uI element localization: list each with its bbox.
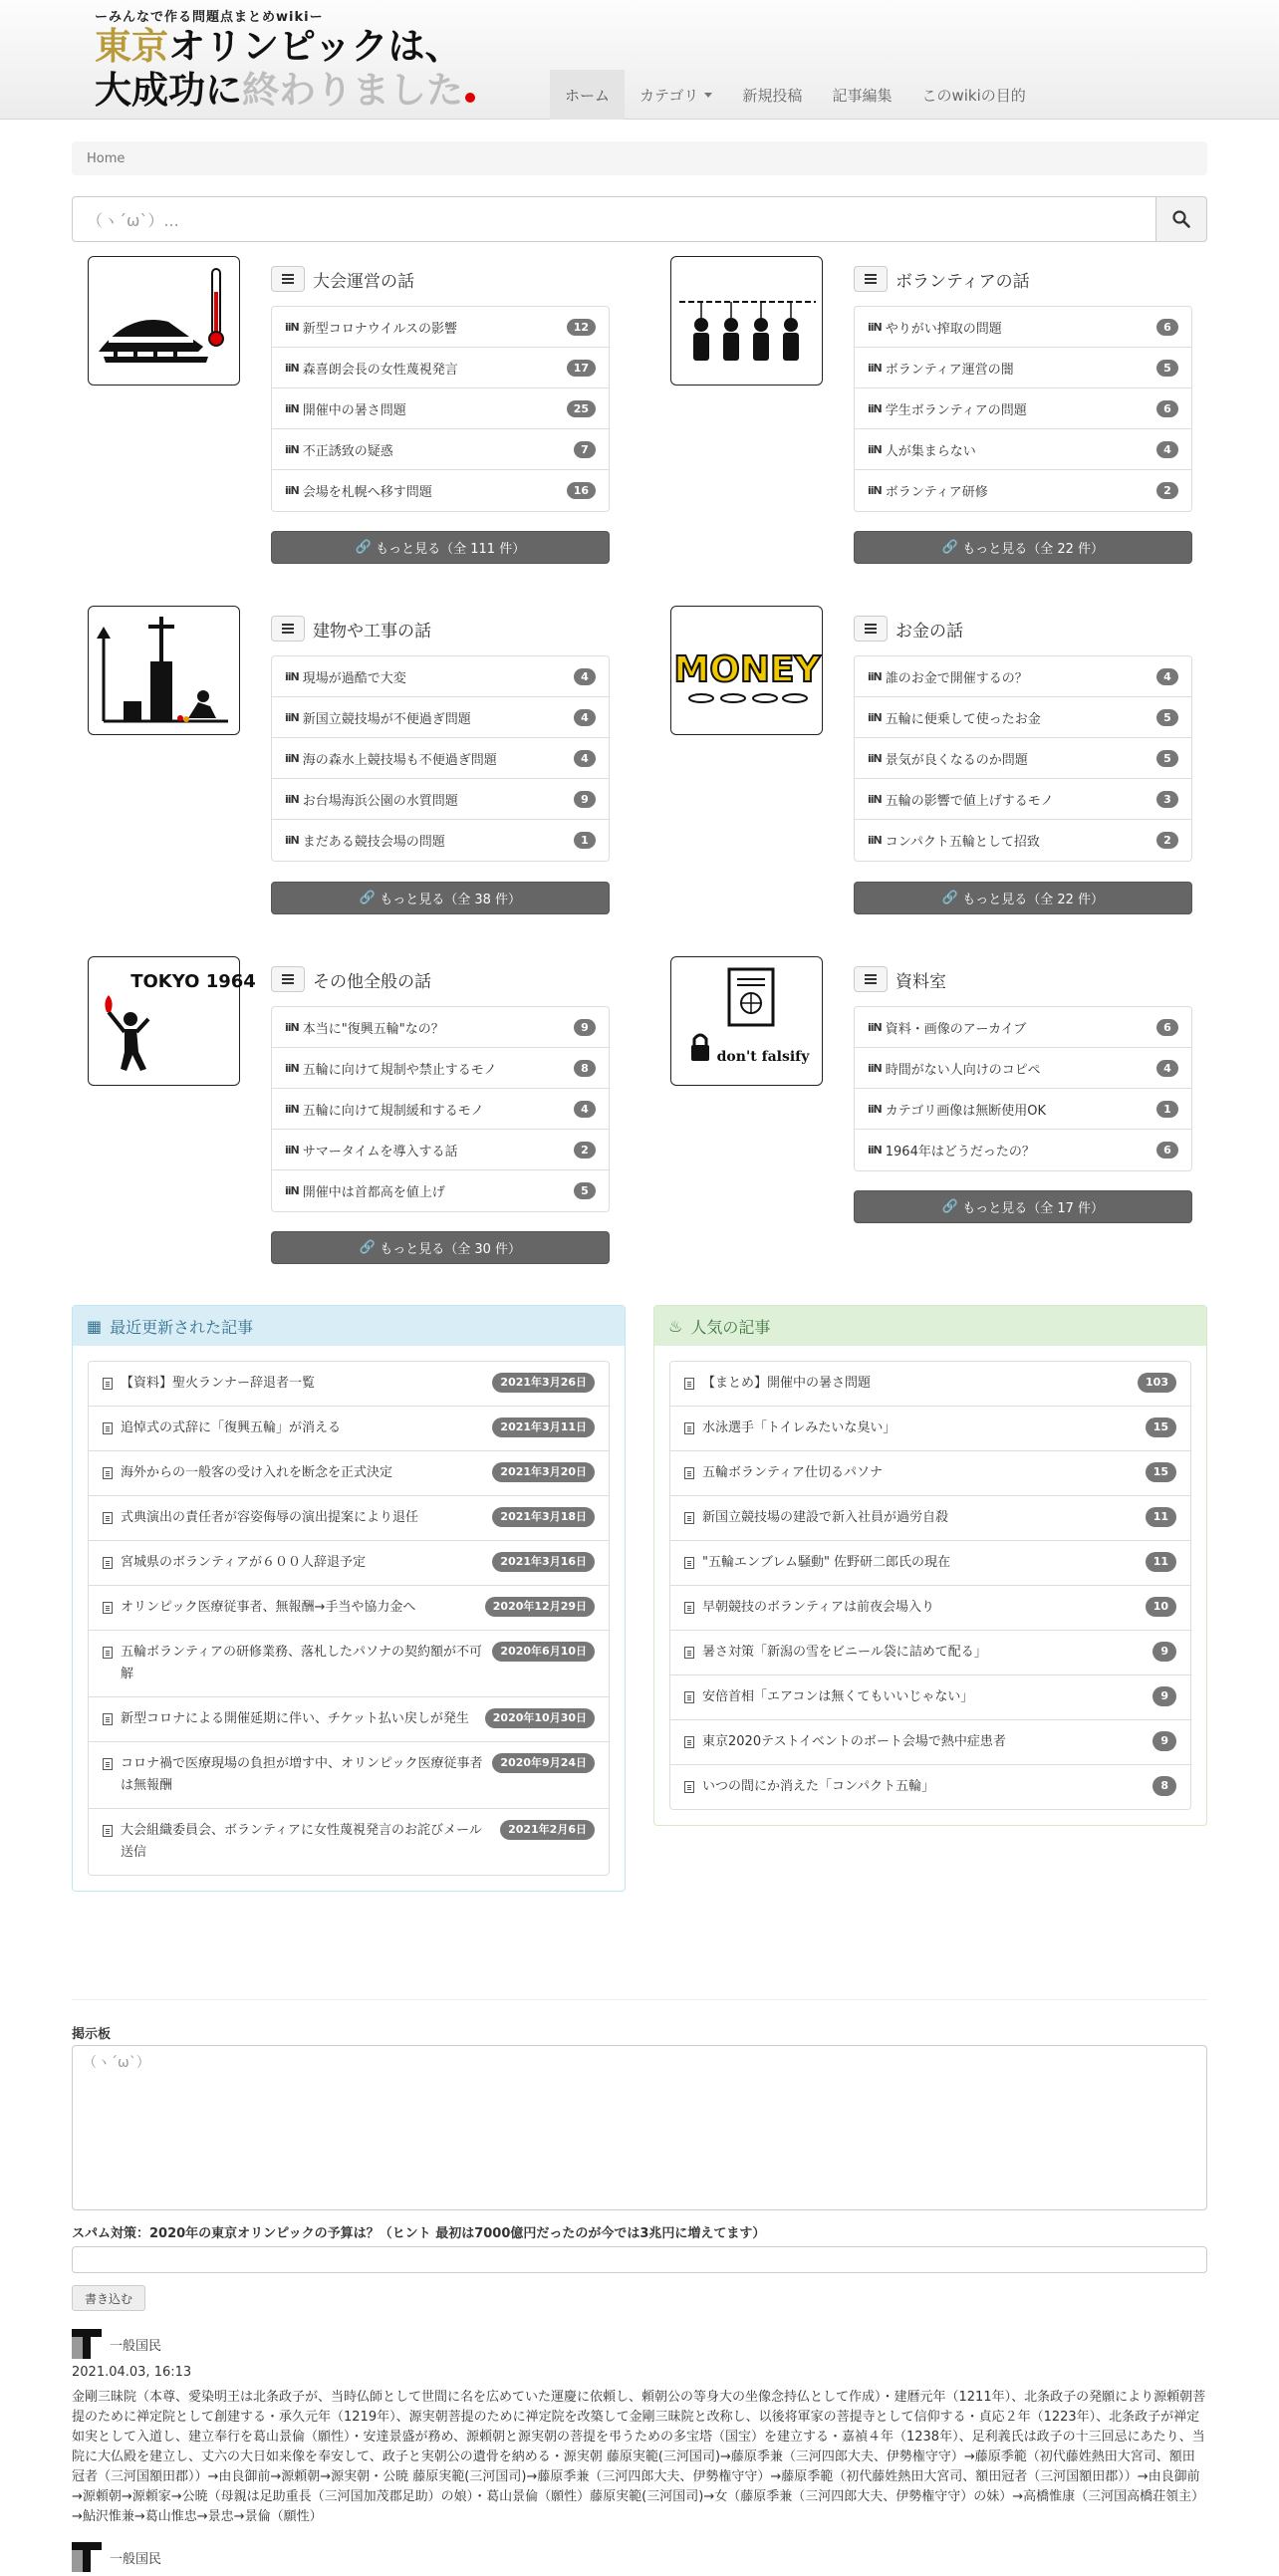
count-badge: 2 — [574, 1142, 596, 1159]
document-icon — [684, 1378, 694, 1390]
post-author: 一般国民 — [72, 2329, 161, 2359]
list-icon[interactable] — [271, 266, 305, 292]
list-item[interactable]: iiN 時間がない人向けのコピペ 4 — [855, 1048, 1191, 1089]
wiki-icon: iiN — [285, 669, 299, 683]
date-badge: 2021年3月18日 — [492, 1507, 595, 1527]
category-title[interactable]: 大会運営の話 — [313, 271, 414, 292]
count-badge: 6 — [1156, 1019, 1178, 1036]
document-icon — [684, 1602, 694, 1614]
list-item[interactable]: 新国立競技場の建設で新入社員が過労自殺 11 — [670, 1496, 1190, 1541]
list-item[interactable]: iiN 会場を札幌へ移す問題 16 — [272, 470, 609, 511]
panel-header: ▦ 最近更新された記事 — [73, 1306, 625, 1346]
count-badge: 8 — [574, 1060, 596, 1077]
bbs-textarea[interactable]: （ヽ´ω`） — [72, 2045, 1207, 2210]
wiki-icon: iiN — [285, 1020, 299, 1034]
list-item[interactable]: 五輪ボランティアの研修業務、落札したパソナの契約額が不可解 2020年6月10日 — [89, 1631, 609, 1697]
wiki-icon: iiN — [285, 751, 299, 765]
wiki-icon: iiN — [868, 792, 882, 806]
count-badge: 11 — [1146, 1552, 1176, 1572]
breadcrumb-home[interactable]: Home — [87, 150, 126, 166]
user-avatar-icon — [72, 2329, 102, 2359]
category-header — [271, 616, 431, 642]
category-other — [72, 956, 630, 1285]
category-header — [854, 616, 963, 642]
spam-answer-input[interactable] — [72, 2246, 1207, 2273]
list-item[interactable]: 東京2020テストイベントのボート会場で熱中症患者 9 — [670, 1720, 1190, 1765]
category-title[interactable]: 資料室 — [895, 971, 946, 992]
recent-list — [88, 1361, 610, 1876]
category-volunteer — [654, 256, 1212, 585]
fire-icon: ♨ — [668, 1316, 683, 1336]
category-construction — [72, 606, 630, 934]
list-item[interactable]: iiN 本当に"復興五輪"なの？ 9 — [272, 1007, 609, 1048]
list-item[interactable]: iiN 人が集まらない 4 — [855, 429, 1191, 470]
count-badge: 6 — [1156, 319, 1178, 336]
list-item[interactable]: iiN 開催中は首都高を値上げ 5 — [272, 1170, 609, 1211]
link-icon: 🔗 — [359, 1240, 377, 1255]
link-icon: 🔗 — [941, 1199, 959, 1214]
date-badge: 2021年2月6日 — [500, 1820, 595, 1840]
wiki-icon: iiN — [285, 834, 299, 847]
list-item[interactable]: iiN 景気が良くなるのか問題 5 — [855, 738, 1191, 779]
list-item[interactable]: iiN 新国立競技場が不便過ぎ問題 4 — [272, 697, 609, 738]
list-item[interactable]: 暑さ対策「新潟の雪をビニール袋に詰めて配る」 9 — [670, 1631, 1190, 1675]
count-badge: 9 — [574, 1019, 596, 1036]
list-item[interactable]: オリンピック医療従事者、無報酬→手当や協力金へ 2020年12月29日 — [89, 1586, 609, 1631]
date-badge: 2020年6月10日 — [492, 1642, 595, 1662]
list-item[interactable]: いつの間にか消えた「コンパクト五輪」 8 — [670, 1765, 1190, 1809]
date-badge: 2020年10月30日 — [485, 1708, 595, 1728]
more-button[interactable]: 🔗 もっと見る（全 111 件） — [271, 531, 610, 564]
document-icon — [103, 1647, 113, 1659]
count-badge: 4 — [1156, 1060, 1178, 1077]
count-badge: 4 — [574, 750, 596, 767]
document-icon — [103, 1557, 113, 1569]
category-image-tokyo1964[interactable] — [88, 956, 256, 1086]
wiki-icon: iiN — [285, 792, 299, 806]
document-icon — [684, 1691, 694, 1703]
wiki-icon: iiN — [868, 361, 882, 375]
wiki-icon: iiN — [868, 442, 882, 456]
list-icon[interactable] — [271, 616, 305, 642]
document-icon — [103, 1758, 113, 1770]
list-item[interactable]: "五輪エンブレム騒動" 佐野研二郎氏の現在 11 — [670, 1541, 1190, 1586]
spam-question: スパム対策：2020年の東京オリンピックの予算は？（ヒント 最初は7000億円だったのが今では3兆円に増えてます） — [72, 2226, 766, 2241]
document-icon — [684, 1467, 694, 1479]
search-button[interactable] — [1155, 196, 1207, 242]
list-item[interactable]: 水泳選手「トイレみたいな臭い」 15 — [670, 1407, 1190, 1451]
count-badge: 8 — [1152, 1776, 1176, 1796]
link-icon: 🔗 — [359, 891, 377, 905]
list-item[interactable]: iiN 現場が過酷で大変 4 — [272, 656, 609, 697]
list-item[interactable]: iiN ボランティア研修 2 — [855, 470, 1191, 511]
list-item[interactable]: iiN 学生ボランティアの問題 6 — [855, 388, 1191, 429]
count-badge: 6 — [1156, 400, 1178, 417]
category-list — [854, 655, 1192, 862]
count-badge: 12 — [567, 319, 596, 336]
list-item[interactable]: iiN 不正誘致の疑惑 7 — [272, 429, 609, 470]
wiki-icon: iiN — [868, 1020, 882, 1034]
list-item[interactable]: iiN お台場海浜公園の水質問題 9 — [272, 779, 609, 820]
list-item[interactable]: iiN やりがい搾取の問題 6 — [855, 307, 1191, 348]
category-header — [854, 266, 1030, 292]
count-badge: 4 — [574, 668, 596, 685]
link-icon: 🔗 — [941, 891, 959, 905]
nav-home[interactable]: ホーム — [550, 70, 625, 120]
list-item[interactable]: iiN コンパクト五輪として招致 2 — [855, 820, 1191, 861]
list-icon[interactable] — [854, 266, 888, 292]
list-item[interactable]: iiN 五輪に便乗して使ったお金 5 — [855, 697, 1191, 738]
list-item[interactable]: 大会組織委員会、ボランティアに女性蔑視発言のお詫びメール送信 2021年2月6日 — [89, 1809, 609, 1875]
count-badge: 103 — [1138, 1373, 1176, 1393]
category-image-stadium[interactable] — [88, 256, 240, 386]
divider — [72, 1999, 1207, 2000]
list-item[interactable]: 追悼式の式辞に「復興五輪」が消える 2021年3月11日 — [89, 1407, 609, 1451]
count-badge: 9 — [1152, 1642, 1176, 1662]
search-bar — [72, 196, 1207, 242]
list-item[interactable]: 【資料】聖火ランナー辞退者一覧 2021年3月26日 — [89, 1362, 609, 1407]
category-image-document[interactable] — [670, 956, 823, 1086]
list-icon[interactable] — [271, 966, 305, 992]
count-badge: 3 — [1156, 791, 1178, 808]
list-item[interactable]: iiN 五輪の影響で値上げするモノ 3 — [855, 779, 1191, 820]
wiki-icon: iiN — [285, 320, 299, 334]
more-button[interactable]: 🔗 もっと見る（全 30 件） — [271, 1231, 610, 1264]
wiki-icon: iiN — [285, 1184, 299, 1197]
popular-articles-panel — [653, 1305, 1207, 1826]
count-badge: 4 — [1156, 441, 1178, 458]
date-badge: 2020年9月24日 — [492, 1753, 595, 1773]
list-item[interactable]: 式典演出の責任者が容姿侮辱の演出提案により退任 2021年3月18日 — [89, 1496, 609, 1541]
category-list — [854, 306, 1192, 512]
nav-edit-article[interactable]: 記事編集 — [832, 86, 893, 105]
category-image-construction[interactable] — [88, 606, 240, 735]
category-operations — [72, 256, 630, 585]
document-icon — [684, 1512, 694, 1524]
list-item[interactable]: iiN 資料・画像のアーカイブ 6 — [855, 1007, 1191, 1048]
more-button[interactable]: 🔗 もっと見る（全 22 件） — [854, 531, 1192, 564]
document-icon — [684, 1422, 694, 1434]
wiki-icon: iiN — [285, 442, 299, 456]
document-icon — [103, 1378, 113, 1390]
wiki-icon: iiN — [868, 710, 882, 724]
document-icon — [103, 1713, 113, 1725]
list-item[interactable]: iiN 海の森水上競技場も不便過ぎ問題 4 — [272, 738, 609, 779]
count-badge: 11 — [1146, 1507, 1176, 1527]
caret-down-icon — [704, 93, 712, 98]
category-list — [271, 306, 610, 512]
count-badge: 5 — [1156, 360, 1178, 377]
list-item[interactable]: iiN 1964年はどうだったの？ 6 — [855, 1130, 1191, 1170]
wiki-icon: iiN — [868, 1102, 882, 1116]
document-icon — [103, 1602, 113, 1614]
count-badge: 7 — [574, 441, 596, 458]
svg-text:MONEY: MONEY — [673, 649, 821, 690]
nav-category[interactable]: カテゴリ — [625, 70, 727, 120]
site-header — [0, 0, 1279, 120]
wiki-icon: iiN — [868, 320, 882, 334]
list-icon[interactable] — [854, 966, 888, 992]
category-list — [271, 655, 610, 862]
list-item[interactable]: iiN まだある競技会場の問題 1 — [272, 820, 609, 861]
document-icon — [684, 1736, 694, 1748]
count-badge: 9 — [574, 791, 596, 808]
list-item[interactable]: 早朝競技のボランティアは前夜会場入り 10 — [670, 1586, 1190, 1631]
category-header — [271, 966, 431, 992]
list-item[interactable]: iiN 開催中の暑さ問題 25 — [272, 388, 609, 429]
category-money — [654, 606, 1212, 934]
count-badge: 15 — [1146, 1417, 1176, 1437]
list-item[interactable]: 海外からの一般客の受け入れを断念を正式決定 2021年3月20日 — [89, 1451, 609, 1496]
calendar-icon: ▦ — [87, 1316, 103, 1336]
wiki-icon: iiN — [285, 710, 299, 724]
panel-header: ♨ 人気の記事 — [654, 1306, 1206, 1346]
category-header — [854, 966, 946, 992]
document-icon — [103, 1467, 113, 1479]
more-button[interactable]: 🔗 もっと見る（全 17 件） — [854, 1190, 1192, 1223]
list-item[interactable]: 新型コロナによる開催延期に伴い、チケット払い戻しが発生 2020年10月30日 — [89, 1697, 609, 1742]
bbs-label: 掲示板 — [72, 2027, 112, 2042]
link-icon: 🔗 — [355, 540, 372, 555]
count-badge: 2 — [1156, 482, 1178, 499]
wiki-icon: iiN — [868, 1144, 882, 1157]
list-item[interactable]: iiN ボランティア運営の闇 5 — [855, 348, 1191, 388]
more-button[interactable]: 🔗 もっと見る（全 38 件） — [271, 882, 610, 914]
wiki-icon: iiN — [285, 401, 299, 415]
list-item[interactable]: iiN カテゴリ画像は無断使用OK 1 — [855, 1089, 1191, 1130]
count-badge: 4 — [574, 709, 596, 726]
category-list — [854, 1006, 1192, 1171]
count-badge: 4 — [1156, 668, 1178, 685]
list-item[interactable]: iiN 森喜朗会長の女性蔑視発言 17 — [272, 348, 609, 388]
date-badge: 2021年3月16日 — [492, 1552, 595, 1572]
search-icon — [1172, 210, 1190, 228]
list-item[interactable]: 安倍首相「エアコンは無くてもいいじゃない」 9 — [670, 1675, 1190, 1720]
count-badge: 4 — [574, 1101, 596, 1118]
nav-about[interactable]: このwikiの目的 — [921, 86, 1026, 105]
count-badge: 17 — [567, 360, 596, 377]
svg-text:TOKYO 1964: TOKYO 1964 — [130, 971, 256, 992]
list-item[interactable]: 【まとめ】開催中の暑さ問題 103 — [670, 1362, 1190, 1407]
logo-line-1: 東京オリンピックは、 — [95, 25, 462, 68]
document-icon — [684, 1557, 694, 1569]
wiki-icon: iiN — [868, 751, 882, 765]
category-title[interactable]: お金の話 — [895, 621, 963, 642]
document-icon — [684, 1781, 694, 1793]
wiki-icon: iiN — [868, 669, 882, 683]
count-badge: 15 — [1146, 1462, 1176, 1482]
category-title[interactable]: ボランティアの話 — [895, 271, 1030, 292]
count-badge: 25 — [567, 400, 596, 417]
site-logo[interactable] — [95, 6, 533, 113]
date-badge: 2021年3月26日 — [492, 1373, 595, 1393]
document-icon — [103, 1825, 113, 1837]
logo-line-2: 大成功に終わりました — [95, 69, 533, 113]
count-badge: 10 — [1146, 1597, 1176, 1617]
main-nav — [550, 70, 1041, 120]
count-badge: 2 — [1156, 832, 1178, 849]
category-archive — [654, 956, 1212, 1285]
wiki-icon: iiN — [868, 484, 882, 497]
post-body: 金剛三昧院（本尊、愛染明王は北条政子が、当時仏師として世間に名を広めていた運慶に依頼し、頼朝公の等身大の坐像念持仏として作成）・建暦元年（1211年）、北条政子の発願により源頼朝菩提のために禅定院として創建する・承久元年（1219年）、源実朝菩提のために禅定院を改築して金剛三昧院と改称し、以後将軍家の菩提寺として信仰する・貞応２年（1223年）、北条政子が禅定如実として入道し、建立奉行を葛山景倫（願性）・安達景盛が務め、源頼朝と源実朝の菩提を弔うための多宝塔（国宝）を建立する・嘉禎４年（1238年）、足利義氏は政子の十三回忌にあたり、当院に大仏殿を建立し、丈六の大日如来像を奉安して、政子と実朝公の遺骨を納める・源実朝 藤原実範(三河国司)→藤原季兼（三河四郎大夫、伊勢権守守）→藤原季範（初代藤姓熱田大宮司、額田冠者（三河国額田郡））→由良御前→源頼朝→源実朝・公暁 藤原実範(三河国司)→藤原季兼（三河四郎大夫、伊勢権守守）→藤原季範（初代藤姓熱田大宮司、額田冠者（三河国額田郡））→由良御前→源頼朝→源頼家→公暁（母親は足助重長（三河国加茂郡足助）の娘）・葛山景倫（願性）藤原実範(三河国司)→女（藤原季兼（三河四郎大夫、伊勢権守守）の妹）→高橋惟康（三河国高橋荘領主）→鮎沢惟兼→葛山惟忠→景忠→景倫（願性） — [72, 2390, 1206, 2524]
count-badge: 1 — [574, 832, 596, 849]
wiki-icon: iiN — [868, 1061, 882, 1075]
submit-button[interactable]: 書き込む — [72, 2285, 145, 2311]
nav-new-post[interactable]: 新規投稿 — [742, 86, 803, 105]
search-input[interactable]: （ヽ´ω`）... — [72, 196, 1155, 242]
category-title[interactable]: その他全般の話 — [313, 971, 431, 992]
count-badge: 5 — [1156, 709, 1178, 726]
wiki-icon: iiN — [285, 1143, 299, 1157]
user-avatar-icon — [72, 2542, 102, 2572]
wiki-icon: iiN — [285, 484, 299, 497]
list-item[interactable]: iiN 誰のお金で開催するの？ 4 — [855, 656, 1191, 697]
wiki-icon: iiN — [285, 1061, 299, 1075]
count-badge: 5 — [574, 1182, 596, 1199]
list-item[interactable]: iiN サマータイムを導入する話 2 — [272, 1130, 609, 1170]
breadcrumb — [72, 141, 1207, 175]
post-date: 2021.04.03, 16:13 — [72, 2365, 192, 2380]
wiki-icon: iiN — [285, 1102, 299, 1116]
list-item[interactable]: iiN 五輪に向けて規制緩和するモノ 4 — [272, 1089, 609, 1130]
wiki-icon: iiN — [868, 401, 882, 415]
count-badge: 9 — [1152, 1686, 1176, 1706]
count-badge: 6 — [1156, 1142, 1178, 1159]
category-image-money[interactable] — [670, 606, 823, 735]
date-badge: 2021年3月11日 — [492, 1417, 595, 1437]
date-badge: 2020年12月29日 — [485, 1597, 595, 1617]
count-badge: 1 — [1156, 1101, 1178, 1118]
list-item[interactable]: iiN 五輪に向けて規制や禁止するモノ 8 — [272, 1048, 609, 1089]
wiki-icon: iiN — [285, 361, 299, 375]
category-list — [271, 1006, 610, 1212]
document-icon — [103, 1512, 113, 1524]
more-button[interactable]: 🔗 もっと見る（全 22 件） — [854, 882, 1192, 914]
list-item[interactable]: iiN 新型コロナウイルスの影響 12 — [272, 307, 609, 348]
list-item[interactable]: コロナ禍で医療現場の負担が増す中、オリンピック医療従事者は無報酬 2020年9月24日 — [89, 1742, 609, 1809]
logo-subtitle: ーみんなで作る問題点まとめwikiー — [95, 10, 324, 25]
wiki-icon: iiN — [868, 834, 882, 847]
recent-articles-panel — [72, 1305, 626, 1892]
date-badge: 2021年3月20日 — [492, 1462, 595, 1482]
count-badge: 5 — [1156, 750, 1178, 767]
category-image-chained[interactable] — [670, 256, 823, 386]
post-author: 一般国民 — [72, 2542, 161, 2572]
category-header — [271, 266, 414, 292]
document-icon — [684, 1647, 694, 1659]
count-badge: 9 — [1152, 1731, 1176, 1751]
count-badge: 16 — [567, 482, 596, 499]
link-icon: 🔗 — [941, 540, 959, 555]
list-icon[interactable] — [854, 616, 888, 642]
svg-text:don't falsify: don't falsify — [716, 1049, 810, 1065]
list-item[interactable]: 宮城県のボランティアが６００人辞退予定 2021年3月16日 — [89, 1541, 609, 1586]
list-item[interactable]: 五輪ボランティア仕切るパソナ 15 — [670, 1451, 1190, 1496]
category-title[interactable]: 建物や工事の話 — [313, 621, 431, 642]
document-icon — [103, 1422, 113, 1434]
popular-list — [669, 1361, 1191, 1810]
